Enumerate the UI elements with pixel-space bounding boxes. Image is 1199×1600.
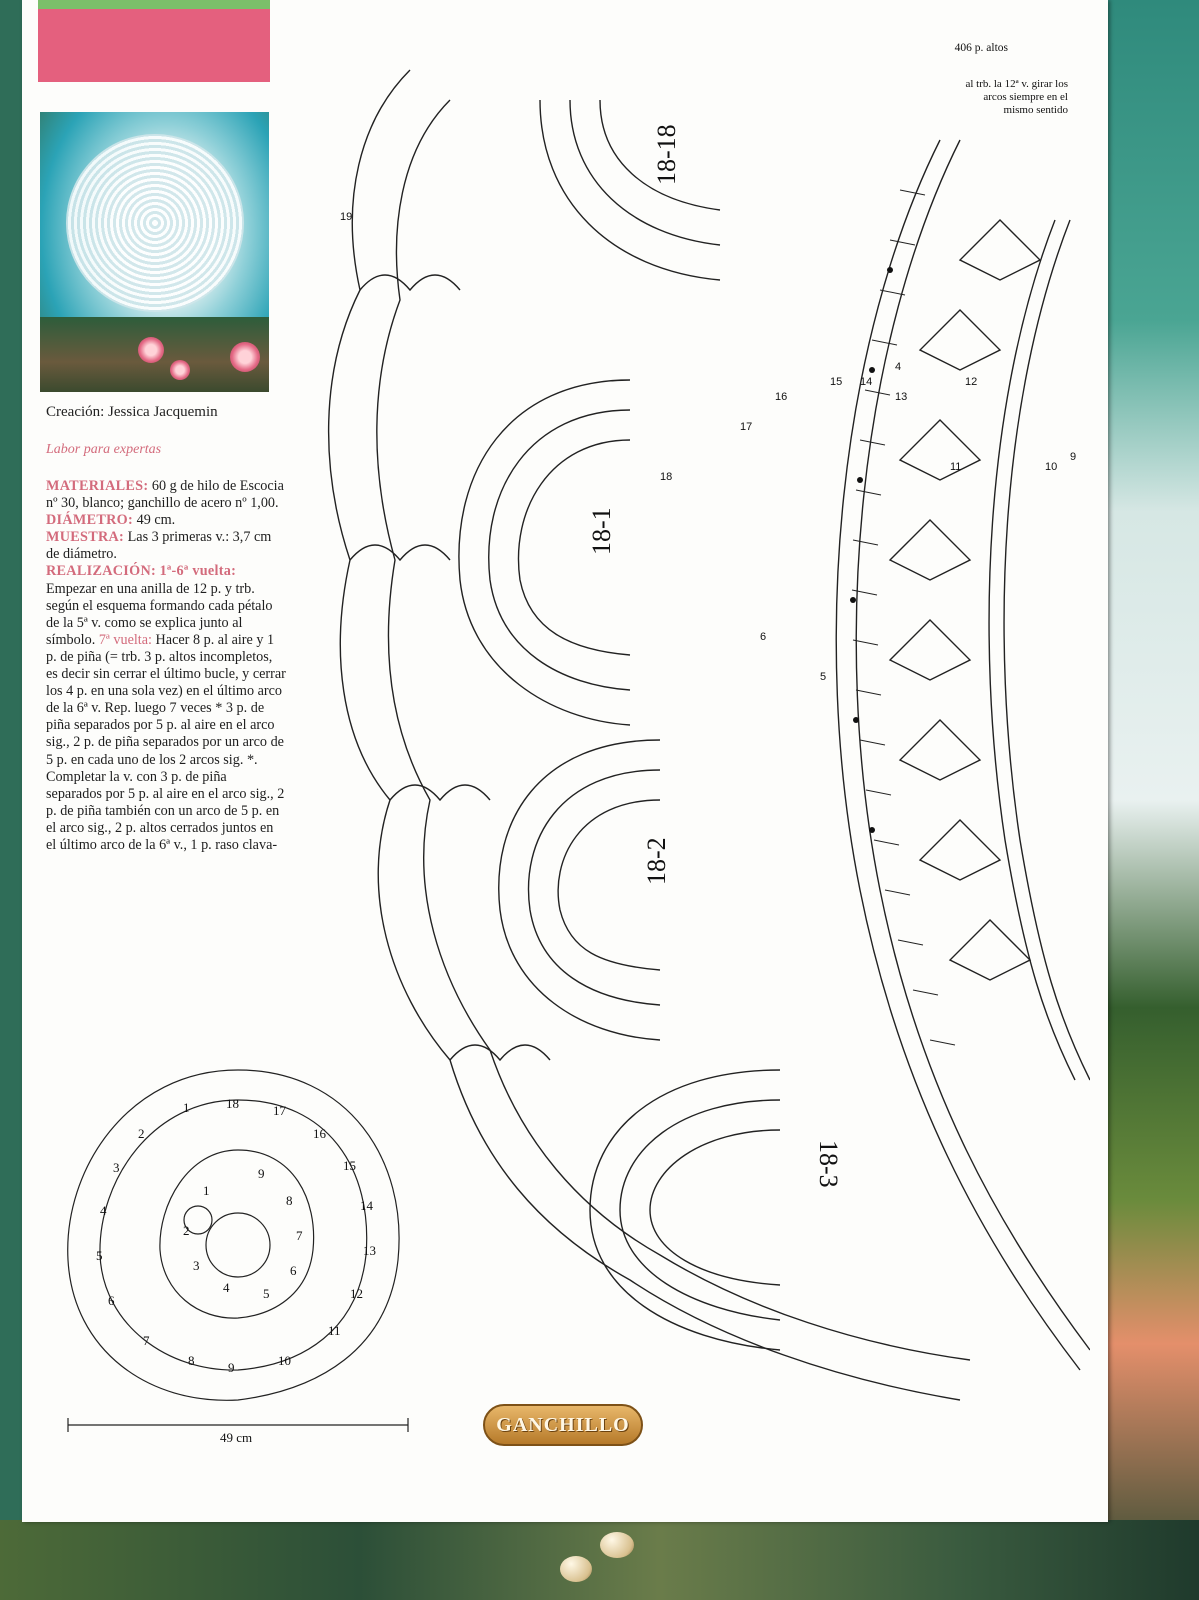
diameter-label: DIÁMETRO: <box>46 512 134 529</box>
overview-number: 4 <box>223 1280 230 1295</box>
round-number: 17 <box>740 421 753 433</box>
background-photo-bottom <box>0 1520 1199 1600</box>
overview-number: 1 <box>203 1183 210 1198</box>
materials-text: 60 g de hilo de Escocia nº 30, blanco; ganchillo de acero nº 1,00. <box>46 478 284 512</box>
overview-number: 6 <box>290 1263 297 1278</box>
doily-photo <box>40 112 269 392</box>
difficulty-level: Labor para expertas <box>46 442 162 457</box>
chart-lines <box>329 70 1090 1400</box>
overview-number: 15 <box>343 1158 356 1173</box>
overview-number: 5 <box>263 1286 270 1301</box>
realization-text-1: Empezar en una anilla de 12 p. y trb. según el esquema formando cada pétalo de la 5ª v. como se explica junto al símbolo. <box>46 580 273 648</box>
realization-label: REALIZACIÓN: <box>46 563 157 580</box>
motif-label-18-2: 18-2 <box>642 837 671 885</box>
round-number: 15 <box>830 376 843 388</box>
realization-text-2: Hacer 8 p. al aire y 1 p. de piña (= trb. 3 p. altos incompletos, es decir sin cerrar el último bucle, y cerrar los 4 p. en una sola vez) en el último arco de la 6ª v. Rep. luego 7 veces * 3 p. de piña separados por 5 p. al aire en el arco sig., 2 p. de piña separados por un arco de 5 p. en cada uno de los 2 arcos sig. *. Completar la v. con 3 p. de piña separados por 5 p. al aire en el arco sig., 2 p. de piña también con un arco de 5 p. en el arco sig., 2 p. altos cerrados juntos en el último arco de la 6ª v., 1 p. raso clava- <box>46 631 286 853</box>
overview-number: 7 <box>296 1228 303 1243</box>
chart-side-note: al trb. la 12ª v. girar los arcos siempre en el mismo sentido <box>965 78 1068 116</box>
overview-number: 5 <box>96 1248 103 1263</box>
flower-decoration <box>138 337 164 363</box>
round7-label: 7ª vuelta: <box>98 631 152 648</box>
egg-decoration <box>560 1556 592 1582</box>
motif-label-18-18: 18-18 <box>652 124 681 185</box>
overview-number: 18 <box>226 1096 239 1111</box>
overview-number: 4 <box>100 1203 107 1218</box>
overview-number: 2 <box>183 1223 190 1238</box>
overview-diagram <box>58 1060 428 1460</box>
overview-number: 8 <box>286 1193 293 1208</box>
stitch-count-note: 406 p. altos <box>954 42 1008 54</box>
overview-number: 13 <box>363 1243 376 1258</box>
round-label: 1ª-6ª vuelta: <box>159 563 237 580</box>
overview-number: 9 <box>228 1360 235 1375</box>
round-number: 12 <box>965 376 978 388</box>
sample-text: Las 3 primeras v.: 3,7 cm de diámetro. <box>46 529 272 563</box>
round-number: 13 <box>895 391 908 403</box>
logo-text: GANCHILLO <box>496 1413 630 1436</box>
round-number: 19 <box>340 211 353 223</box>
ganchillo-logo <box>483 1404 643 1446</box>
materials-label: MATERIALES: <box>46 478 149 494</box>
motif-label-18-1: 18-1 <box>587 507 616 555</box>
round-number: 4 <box>895 361 902 373</box>
overview-number: 8 <box>188 1353 195 1368</box>
round-number: 18 <box>660 471 673 483</box>
overview-number: 10 <box>278 1353 291 1368</box>
overview-number: 1 <box>183 1100 190 1115</box>
diameter-text: 49 cm. <box>136 512 176 529</box>
egg-decoration <box>600 1532 634 1558</box>
overview-number: 2 <box>138 1126 145 1141</box>
round-number: 6 <box>760 631 767 643</box>
flower-decoration <box>230 342 260 372</box>
credit-text: Creación: Jessica Jacquemin <box>46 404 218 420</box>
overview-number: 3 <box>113 1160 120 1175</box>
round-number: 16 <box>775 391 788 403</box>
motif-label-18-3: 18-3 <box>814 1140 843 1188</box>
dimension-label: 49 cm <box>220 1430 253 1445</box>
instructions-text <box>46 478 286 854</box>
overview-number: 6 <box>108 1293 115 1308</box>
overview-number: 11 <box>328 1323 341 1338</box>
overview-number: 3 <box>193 1258 200 1273</box>
overview-number: 16 <box>313 1126 326 1141</box>
round-number: 14 <box>860 376 873 388</box>
round-number: 5 <box>820 671 827 683</box>
sample-label: MUESTRA: <box>46 529 125 546</box>
overview-number: 7 <box>143 1333 150 1348</box>
round-number: 10 <box>1045 461 1058 473</box>
overview-number: 9 <box>258 1166 265 1181</box>
header-color-block <box>38 0 270 82</box>
round-number: 11 <box>950 461 962 473</box>
overview-number: 14 <box>360 1198 373 1213</box>
overview-number: 17 <box>273 1103 286 1118</box>
overview-number: 12 <box>350 1286 363 1301</box>
round-number: 9 <box>1070 451 1077 463</box>
doily-lace <box>66 134 244 312</box>
flower-decoration <box>170 360 190 380</box>
chart-ticks <box>852 190 955 1045</box>
